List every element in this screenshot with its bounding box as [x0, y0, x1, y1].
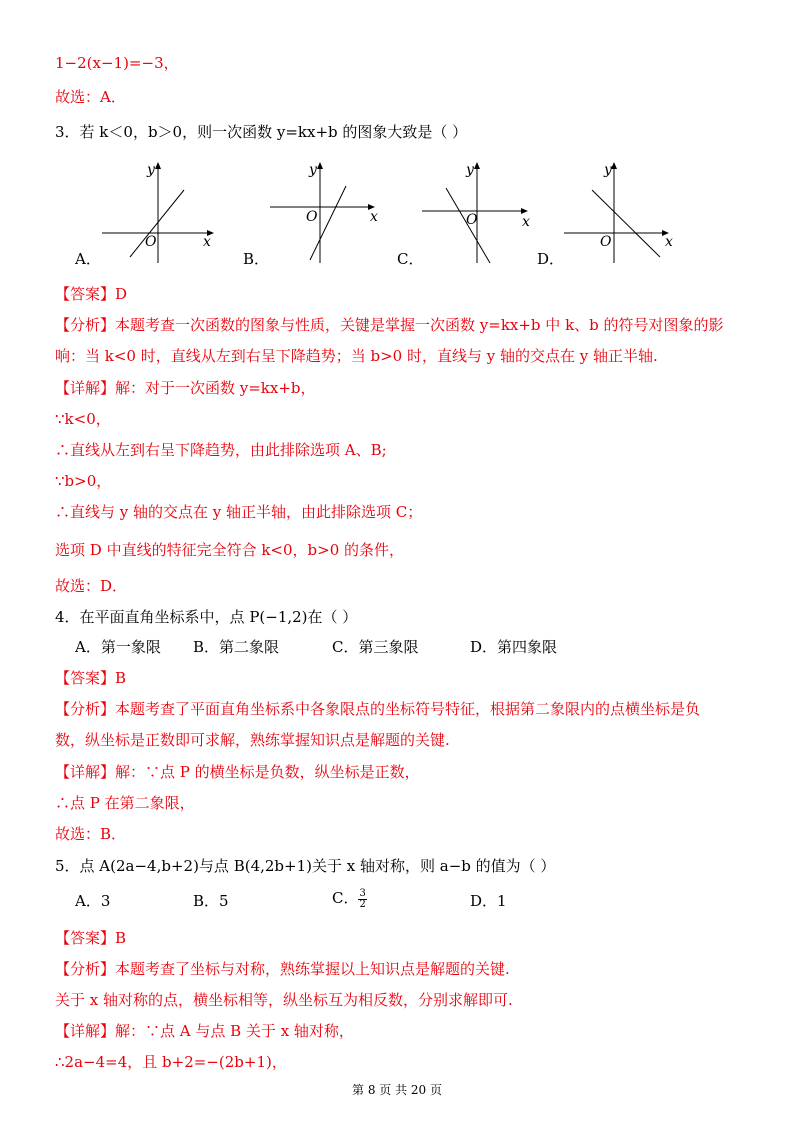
q4-conclusion: 故选：B． [55, 825, 127, 843]
origin-label: O [306, 209, 318, 225]
q3-option-b-label: B． [243, 250, 270, 268]
q3-graph-c [420, 160, 540, 265]
x-label: x [522, 214, 530, 230]
x-label: x [665, 234, 673, 250]
q5-detail: 【详解】解：∵点 A 与点 B 关于 x 轴对称， [55, 1022, 354, 1040]
origin-label: O [145, 234, 157, 250]
y-label: y [147, 162, 155, 178]
page-footer: 第 8 页 共 20 页 [352, 1083, 442, 1097]
q3-step-1: ∵k<0， [55, 410, 111, 428]
q3-option-a-label: A． [75, 250, 101, 268]
q5-option-c-fraction [358, 889, 366, 910]
q3-analysis-line-1: 【分析】本题考查一次函数的图象与性质，关键是掌握一次函数 y=kx+b 中 k、b 的符号对图象的影 [55, 316, 724, 334]
q5-option-c [332, 888, 367, 910]
question-4-text: 4．在平面直角坐标系中，点 P(−1,2)在（ ） [55, 608, 358, 626]
q4-step-1: ∴点 P 在第二象限， [55, 794, 195, 812]
q5-option-a: A．3 [75, 892, 111, 910]
q3-graph-b [268, 160, 388, 265]
x-label: x [203, 234, 211, 250]
q5-analysis-line-1: 【分析】本题考查了坐标与对称，熟练掌握以上知识点是解题的关键. [55, 960, 510, 978]
q3-step-5: 选项 D 中直线的特征完全符合 k<0，b>0 的条件， [55, 541, 405, 559]
q4-analysis-line-1: 【分析】本题考查了平面直角坐标系中各象限点的坐标符号特征，根据第二象限内的点横坐标是负 [55, 700, 701, 718]
x-label: x [370, 209, 378, 225]
question-3-text: 3．若 k＜0，b＞0，则一次函数 y=kx+b 的图象大致是（ ） [55, 123, 468, 141]
q4-option-b: B．第二象限 [193, 638, 280, 656]
q5-option-d: D．1 [470, 892, 507, 910]
q3-answer: 【答案】D [55, 285, 128, 303]
origin-label: O [600, 234, 612, 250]
fraction-numerator: 3 [359, 887, 366, 899]
solution-conclusion: 故选：A． [55, 88, 126, 106]
q3-conclusion: 故选：D． [55, 577, 128, 595]
q3-step-4: ∴直线与 y 轴的交点在 y 轴正半轴，由此排除选项 C； [55, 503, 423, 521]
q4-detail: 【详解】解：∵点 P 的横坐标是负数，纵坐标是正数， [55, 763, 420, 781]
q4-answer: 【答案】B [55, 669, 127, 687]
q3-analysis-line-2: 响：当 k<0 时，直线从左到右呈下降趋势；当 b>0 时，直线与 y 轴的交点在 y 轴正半轴. [55, 347, 658, 365]
q3-option-d-label: D． [537, 250, 565, 268]
q4-option-d: D．第四象限 [470, 638, 558, 656]
y-axis-arrow [155, 162, 161, 169]
y-label: y [466, 162, 474, 178]
q4-option-a: A．第一象限 [75, 638, 161, 656]
q4-analysis-line-2: 数，纵坐标是正数即可求解，熟练掌握知识点是解题的关键. [55, 731, 450, 749]
y-axis-arrow [317, 162, 323, 169]
question-5-text: 5．点 A(2a−4,b+2)与点 B(4,2b+1)关于 x 轴对称，则 a−b 的值为（ ） [55, 857, 556, 875]
y-label: y [604, 162, 612, 178]
q3-step-3: ∵b>0， [55, 472, 112, 490]
solution-step: 1−2(x−1)=−3， [55, 54, 179, 72]
q5-analysis-line-2: 关于 x 轴对称的点，横坐标相等，纵坐标互为相反数，分别求解即可. [55, 991, 513, 1009]
q3-graph-d [562, 160, 682, 265]
q5-step-1: ∴2a−4=4，且 b+2=−(2b+1)， [55, 1053, 287, 1071]
y-label: y [309, 162, 317, 178]
fraction-denominator: 2 [359, 898, 366, 910]
q4-option-c: C．第三象限 [332, 638, 419, 656]
graph-line [130, 190, 184, 257]
q3-option-c-label: C． [397, 250, 424, 268]
q3-detail: 【详解】解：对于一次函数 y=kx+b， [55, 379, 316, 397]
q5-answer: 【答案】B [55, 929, 127, 947]
q5-option-c-label: C． [332, 889, 359, 907]
q3-step-2: ∴直线从左到右呈下降趋势，由此排除选项 A、B; [55, 441, 387, 459]
q3-graph-a [100, 160, 220, 265]
q5-option-b: B．5 [193, 892, 229, 910]
y-axis-arrow [474, 162, 480, 169]
origin-label: O [466, 212, 478, 228]
